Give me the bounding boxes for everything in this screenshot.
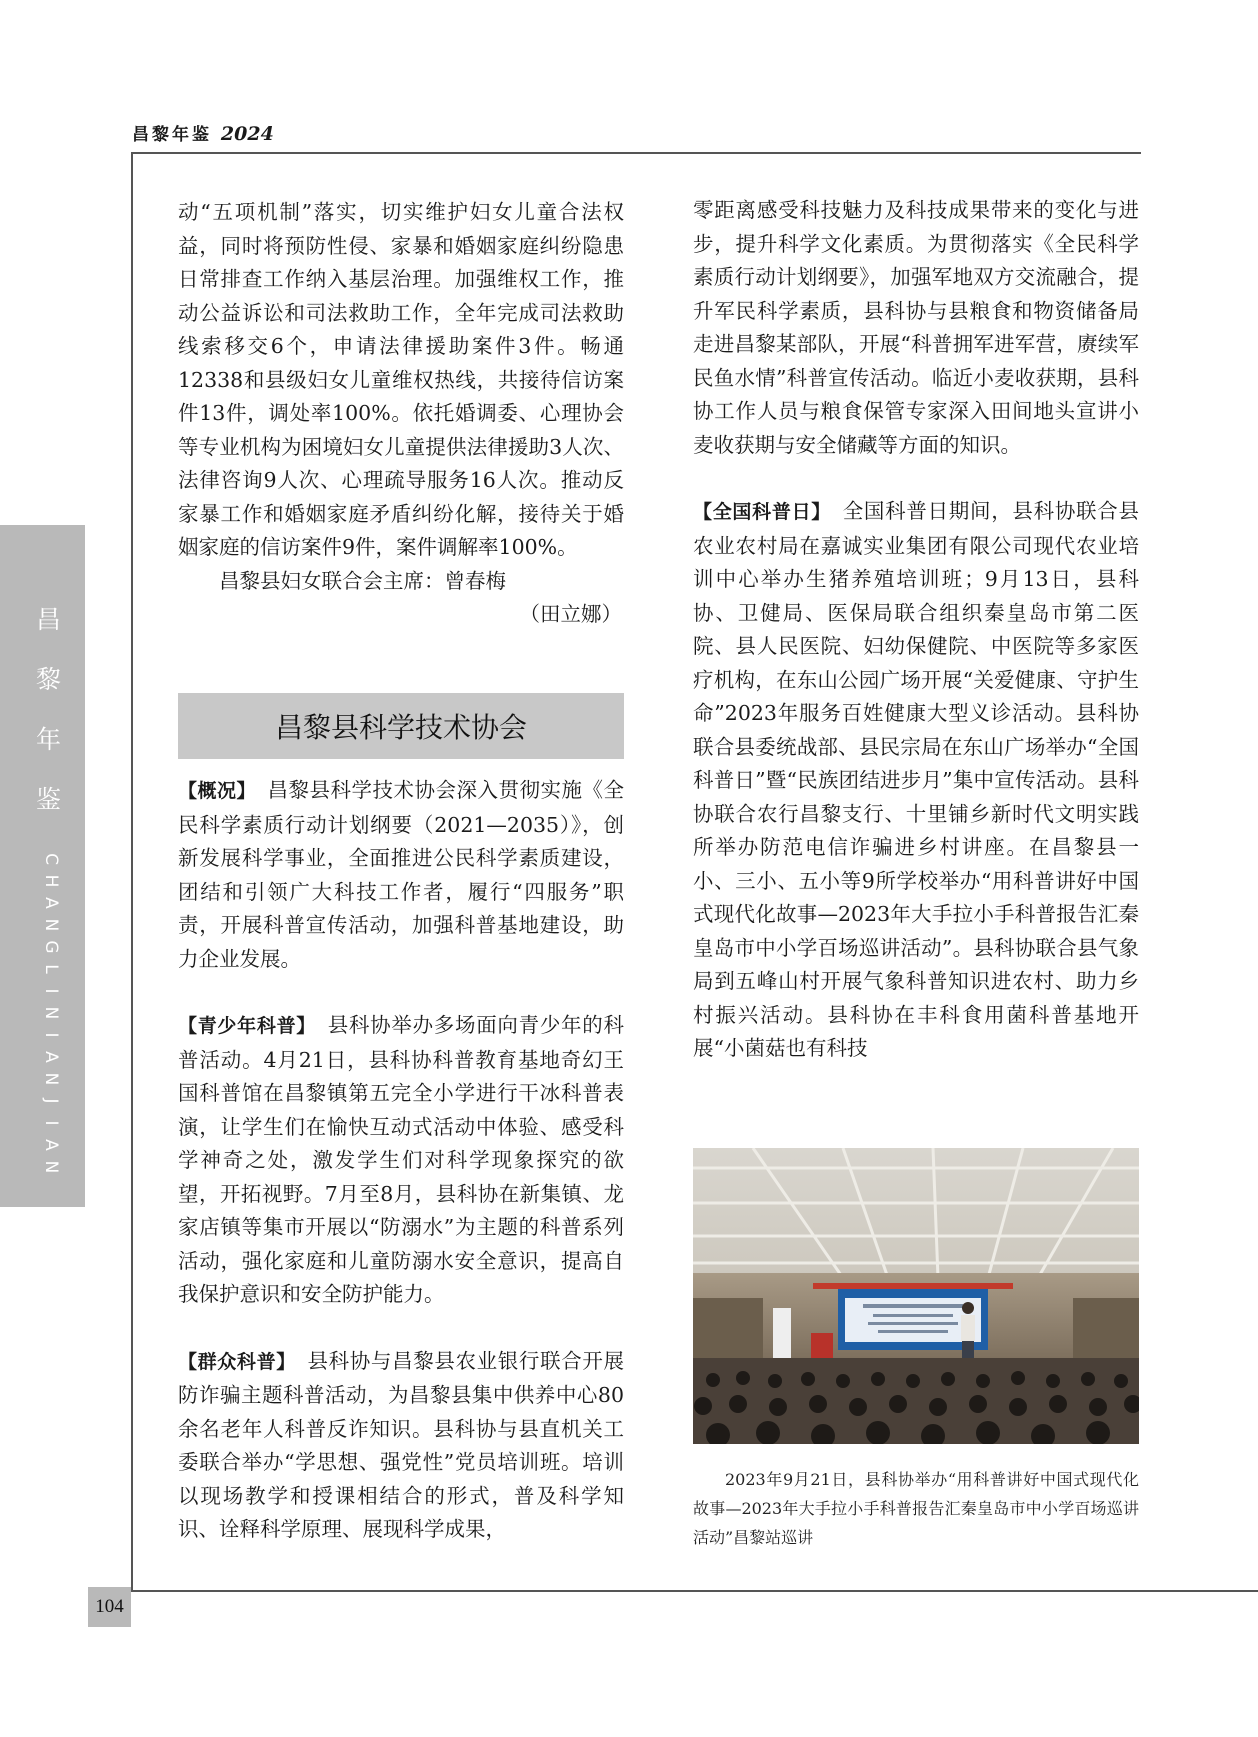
running-header bbox=[132, 120, 274, 145]
left-margin-rule bbox=[131, 152, 133, 1592]
side-letter: I bbox=[41, 1120, 61, 1126]
science-day-text: 全国科普日期间，县科协联合县农业农村局在嘉诚实业集团有限公司现代农业培训中心举办生猪养殖培训班；9月13日，县科协、卫健局、医保局联合组织秦皇岛市第二医院、县人民医院、妇幼保健院、中医院等多家医疗机构，在东山公园广场开展“关爱健康、守护生命”2023年服务百姓健康大型义诊活动。县科协联合县委统战部、县民宗局在东山广场举办“全国科普日”暨“民族团结进步月”集中宣传活动。县科协联合农行昌黎支行、十里铺乡新时代文明实践所举办防范电信诈骗进乡村讲座。在昌黎县一小、三小、五小等9所学校举办“用科普讲好中国式现代化故事—2023年大手拉小手科普报告汇秦皇岛市中小学百场巡讲活动”。县科协联合县气象局到五峰山村开展气象科普知识进农村、助力乡村振兴活动。县科协在丰科食用菌科普基地开展“小菌菇也有科技 bbox=[693, 499, 1139, 1060]
header-rule bbox=[131, 152, 1141, 154]
side-letter: I bbox=[41, 988, 61, 994]
youth-paragraph bbox=[178, 1009, 624, 1312]
overview-paragraph bbox=[178, 774, 624, 976]
lecture-photo-illustration bbox=[693, 1148, 1139, 1444]
header-title-text: 昌黎年鉴 bbox=[132, 125, 212, 145]
side-letter: A bbox=[41, 1051, 61, 1063]
left-column-lower bbox=[178, 774, 624, 1547]
page-number: 104 bbox=[88, 1587, 131, 1627]
left-column bbox=[178, 196, 624, 632]
section-title-box bbox=[178, 693, 624, 759]
science-day-label: 【全国科普日】 bbox=[693, 501, 822, 523]
footer-rule bbox=[131, 1590, 1258, 1592]
side-letter: G bbox=[41, 940, 61, 954]
side-tab-cn-title bbox=[36, 590, 60, 830]
side-tab-en-title bbox=[41, 848, 61, 1178]
side-letter: H bbox=[41, 874, 61, 888]
section-title: 昌黎县科学技术协会 bbox=[274, 711, 527, 744]
header-year: 2024 bbox=[220, 123, 274, 145]
public-text: 县科协与昌黎县农业银行联合开展防诈骗主题科普活动，为昌黎县集中供养中心80余名老年人科普反诈知识。县科协与县直机关工委联合举办“学思想、强党性”党员培训班。培训以现场教学和授课相结合的形式，普及科学知识、诠释科学原理、展现科学成果， bbox=[178, 1348, 624, 1541]
side-char: 黎 bbox=[36, 665, 62, 694]
photo-caption-text: 2023年9月21日，县科协举办“用科普讲好中国式现代化故事—2023年大手拉小手科普报告汇秦皇岛市中小学百场巡讲活动”昌黎站巡讲 bbox=[693, 1470, 1139, 1547]
youth-label: 【青少年科普】 bbox=[178, 1015, 307, 1037]
side-char: 年 bbox=[36, 725, 62, 754]
side-letter: N bbox=[41, 1160, 61, 1174]
signature-line: 昌黎县妇女联合会主席：曾春梅 bbox=[219, 568, 506, 593]
side-char: 鉴 bbox=[36, 785, 62, 814]
lecture-photo bbox=[693, 1148, 1139, 1444]
public-paragraph bbox=[178, 1345, 624, 1547]
continued-paragraph: 动“五项机制”落实，切实维护妇女儿童合法权益，同时将预防性侵、家暴和婚姻家庭纠纷隐患日常排查工作纳入基层治理。加强维权工作，推动公益诉讼和司法救助工作，全年完成司法救助线索移交6个，申请法律援助案件3件。畅通12338和县级妇女儿童维权热线，共接待信访案件13件，调处率100%。依托婚调委、心理协会等专业机构为困境妇女儿童提供法律援助3人次、法律咨询9人次、心理疏导服务16人次。推动反家暴工作和婚姻家庭矛盾纠纷化解，接待关于婚姻家庭的信访案件9件，案件调解率100%。 bbox=[178, 200, 624, 559]
youth-text: 县科协举办多场面向青少年的科普活动。4月21日，县科协科普教育基地奇幻王国科普馆在昌黎镇第五完全小学进行干冰科普表演，让学生们在愉快互动式活动中体验、感受科学神奇之处，激发学生们对科学现象探究的欲望，开拓视野。7月至8月，县科协在新集镇、龙家店镇等集市开展以“防溺水”为主题的科普系列活动，强化家庭和儿童防溺水安全意识，提高自我保护意识和安全防护能力。 bbox=[178, 1013, 624, 1306]
reporter-credit: （田立娜） bbox=[519, 602, 622, 626]
side-letter: I bbox=[41, 1032, 61, 1038]
side-letter: L bbox=[41, 964, 61, 974]
overview-text: 昌黎县科学技术协会深入贯彻实施《全民科学素质行动计划纲要（2021—2035）》，创新发展科学事业，全面推进公民科学素质建设，团结和引领广大科技工作者，履行“四服务”职责，开展科普宣传活动，加强科普基地建设，助力企业发展。 bbox=[178, 778, 624, 971]
continued-paragraph-right: 零距离感受科技魅力及科技成果带来的变化与进步，提升科学文化素质。为贯彻落实《全民科学素质行动计划纲要》，加强军地双方交流融合，提升军民科学素质，县科协与县粮食和物资储备局走进昌黎某部队，开展“科普拥军进军营，赓续军民鱼水情”科普宣传活动。临近小麦收获期，县科协工作人员与粮食保管专家深入田间地头宣讲小麦收获期与安全储藏等方面的知识。 bbox=[693, 198, 1139, 457]
photo-caption bbox=[693, 1465, 1139, 1552]
side-letter: N bbox=[41, 1072, 61, 1086]
side-letter: A bbox=[41, 1139, 61, 1151]
science-day-paragraph bbox=[693, 495, 1139, 1066]
side-letter: J bbox=[41, 1098, 61, 1104]
side-char: 昌 bbox=[36, 605, 62, 634]
side-letter: C bbox=[41, 853, 61, 865]
public-label: 【群众科普】 bbox=[178, 1350, 287, 1373]
overview-label: 【概况】 bbox=[178, 780, 247, 802]
side-letter: N bbox=[41, 918, 61, 932]
side-letter: A bbox=[41, 897, 61, 909]
right-column bbox=[693, 194, 1139, 1066]
side-letter: N bbox=[41, 1006, 61, 1020]
